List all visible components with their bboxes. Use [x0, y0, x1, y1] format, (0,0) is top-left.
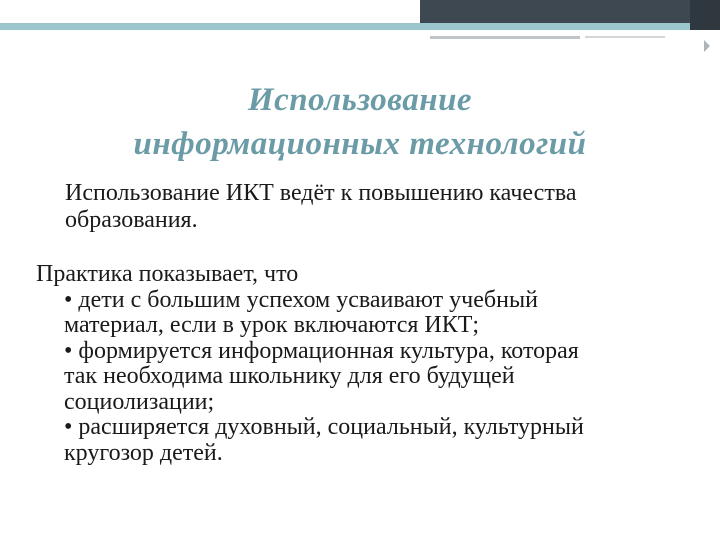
- slide-title-line-1: Использование: [247, 82, 473, 118]
- practice-lead: Практика показывает, что: [36, 261, 299, 287]
- slide-title: [40, 78, 680, 166]
- triangle-marker-icon: [704, 40, 710, 52]
- practice-line: материал, если в урок включаются ИКТ;: [64, 312, 480, 338]
- top-bar-dark-band: [420, 0, 720, 23]
- practice-line: • формируется информационная культура, которая: [64, 337, 579, 364]
- header-rule-left: [430, 36, 580, 39]
- header-rule-right: [585, 36, 665, 38]
- intro-paragraph: [65, 180, 705, 234]
- practice-paragraph: [36, 262, 706, 466]
- practice-line: кругозор детей.: [64, 439, 223, 466]
- top-bar-corner-block: [690, 0, 720, 30]
- practice-line: так необходима школьнику для его будущей: [64, 363, 515, 389]
- practice-line: • расширяется духовный, социальный, культурный: [64, 414, 584, 440]
- top-bar-light-band: [0, 23, 720, 30]
- practice-line: • дети с большим успехом усваивают учебный: [64, 286, 538, 313]
- intro-line-2: образования.: [65, 207, 198, 233]
- intro-line-1: Использование ИКТ ведёт к повышению качества: [65, 180, 577, 206]
- practice-line: социолизации;: [64, 388, 215, 415]
- top-decorative-bar: [0, 0, 720, 30]
- slide-title-line-2: информационных технологий: [133, 126, 587, 162]
